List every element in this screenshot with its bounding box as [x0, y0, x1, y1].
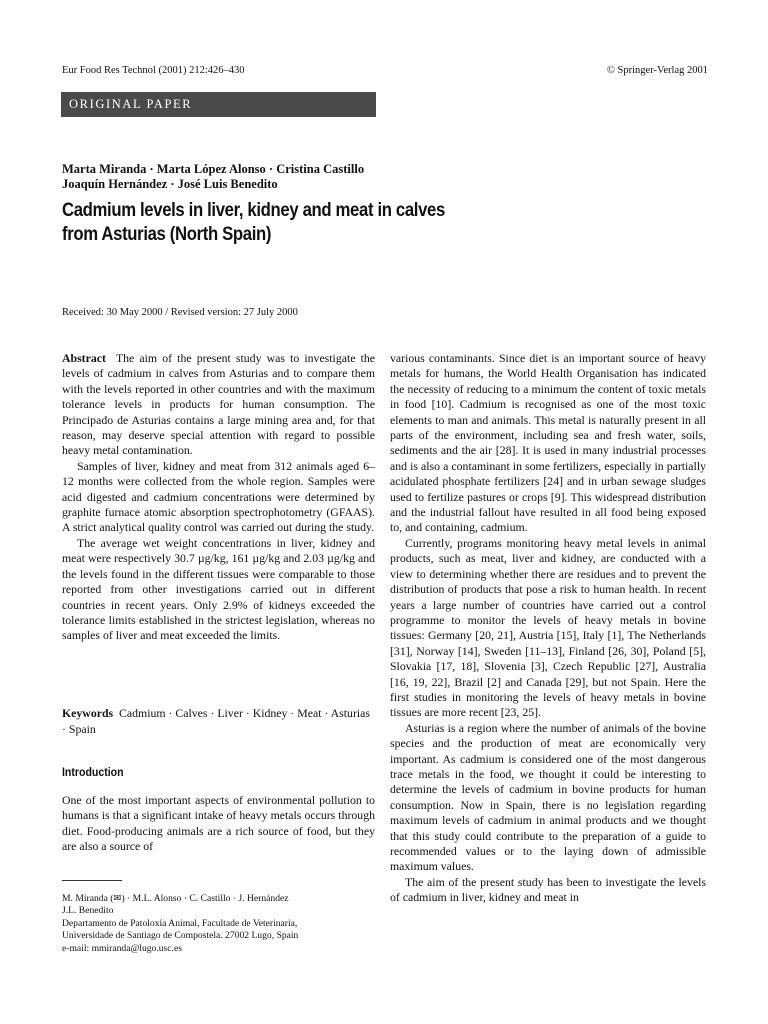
received-dates: Received: 30 May 2000 / Revised version: 27 July 2000 [62, 307, 298, 318]
abstract-paragraph-1: The aim of the present study was to investigate the levels of cadmium in calves from Asturias and to compare them with the levels reported in other countries and with the maximum tolerance levels in products for human consumption. The Principado de Asturias contains a large mining area and, for that reason, may deserve special attention with regard to possible heavy metal contamination. [62, 351, 376, 458]
body-paragraph-1: various contaminants. Since diet is an important source of heavy metals for humans, the World Health Organisation has indicated the necessity of reducing to a minimum the content of toxic metals in food [10]. Cadmium is recognised as one of the most toxic elements to man and animals. This metal is naturally present in all parts of the environment, including sea and fresh water, soils, sediments and the air [28]. It is used in many industrial processes and is also a contaminant in some fertilizers, especially in partially acidulated phosphate fertilizers [24] and in urban sewage sludges used to fertilize pastures or crops [9]. This widespread distribution and the industrial fallout have resulted in all food being exposed to, and containing, cadmium. [390, 351, 706, 535]
keywords [62, 705, 375, 737]
footnote-line-3: Departamento de Patoloxía Animal, Facultade de Veterinaria, [62, 917, 298, 929]
footnote-line-4: Universidade de Santiago de Compostela. 27002 Lugo, Spain [62, 930, 299, 942]
footnote-divider [62, 880, 122, 881]
body-paragraph-3: Asturias is a region where the number of animals of the bovine species and the production of meat are economically very important. As cadmium is considered one of the most dangerous trace metals in the food, we thought it could be interesting to determine the levels of cadmium in bovine products for human consumption. Now in Spain, there is no legislation regarding maximum levels of cadmium in animal products and we thought that this study could contribute to the preparation of a guide to recommended values or to the laying down of admissible maximum values. [390, 720, 706, 874]
title-line-1: Cadmium levels in liver, kidney and meat in calves [62, 200, 445, 221]
author-affiliation-footnote [62, 893, 375, 955]
journal-citation: Eur Food Res Technol (2001) 212:426–430 [62, 65, 245, 76]
footnote-email[interactable]: e-mail: mmiranda@lugo.usc.es [62, 942, 182, 954]
body-paragraph-4: The aim of the present study has been to investigate the levels of cadmium in liver, kidney and meat in [390, 874, 706, 905]
author-line-1: Marta Miranda · Marta López Alonso · Cristina Castillo [62, 162, 365, 176]
article-type-banner: ORIGINAL PAPER [61, 92, 376, 117]
abstract-paragraph-2: Samples of liver, kidney and meat from 312 animals aged 6–12 months were collected from the whole region. Samples were acid digested and cadmium concentrations were determined by graphite furnace atomic absorption spectrophotometry (GFAAS). A strict analytical quality control was carried out during the study. [62, 458, 375, 535]
keywords-label: Keywords [62, 706, 114, 720]
footnote-line-2: J.L. Benedito [62, 905, 114, 917]
introduction-heading: Introduction [62, 765, 124, 779]
publisher-copyright: © Springer-Verlag 2001 [606, 65, 708, 76]
keywords-list: Cadmium · Calves · Liver · Kidney · Meat · Asturias · Spain [62, 706, 370, 736]
article-title [62, 199, 555, 246]
abstract-label: Abstract [62, 351, 106, 365]
introduction-text [62, 793, 375, 855]
footnote-line-1: M. Miranda (✉) · M.L. Alonso · C. Castillo · J. Hernández [62, 893, 289, 904]
introduction-paragraph-1: One of the most important aspects of environmental pollution to humans is that a significant intake of heavy metals occurs through diet. Food-producing animals are a rich source of food, but they are also a source of [62, 793, 375, 854]
author-list [62, 162, 462, 192]
author-line-2: Joaquín Hernández · José Luis Benedito [62, 177, 278, 191]
abstract-paragraph-3: The average wet weight concentrations in liver, kidney and meat were respectively 30.7 µg/kg, 161 µg/kg and 2.03 µg/kg and the levels found in the different tissues were comparable to those reported from other investigations carried out in different countries in recent years. Only 2.9% of kidneys exceeded the tolerance limits established in the strictest legislation, whereas no samples of liver and meat exceeded the limits. [62, 535, 375, 643]
right-column-body [390, 351, 706, 906]
title-line-2: from Asturias (North Spain) [62, 223, 272, 245]
abstract [62, 351, 375, 644]
body-paragraph-2: Currently, programs monitoring heavy metal levels in animal products, such as meat, liver and kidney, are conducted with a view to determining whether there are residues and to prevent the distribution of products that pose a risk to human health. In recent years a large number of countries have carried out a control programme to monitor the levels of heavy metals in bovine tissues: Germany [20, 21], Austria [15], Italy [1], The Netherlands [31], Norway [14], Sweden [11–13], Finland [26, 30], Poland [5], Slovakia [17, 18], Slovenia [3], Czech Republic [27], Australia [16, 19, 22], Brazil [2] and Canada [29], but not Spain. Here the first studies in monitoring the levels of heavy metals in bovine tissues are more recent [23, 25]. [390, 535, 706, 720]
